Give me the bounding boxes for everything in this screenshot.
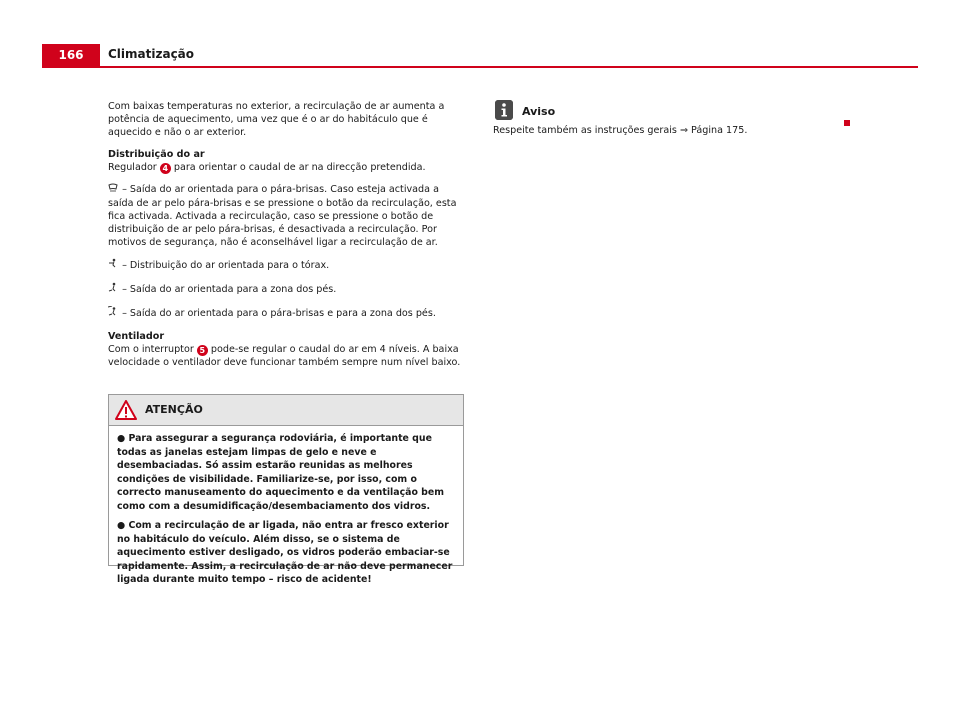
- thorax-paragraph: [108, 258, 464, 273]
- note-header: [493, 100, 843, 122]
- feet-airflow-icon: [108, 282, 119, 297]
- fan-heading: Ventilador: [108, 331, 165, 342]
- left-column: [108, 100, 464, 378]
- warning-item-text: Com a recirculação de ar ligada, não entra ar fresco exterior no habitáculo do veículo. Além disso, se o sistema de aquecimento estiver desligado, os vidros poderão embaciar-se rapidamente. Assim, a recirculação de ar não deve permanecer ligada durante muito tempo – risco de acidente!: [117, 520, 453, 585]
- regulator-paragraph: [108, 161, 464, 174]
- windscreen-text: – Saída do ar orientada para o pára-brisas. Caso esteja activada a saída de ar pelo pára-brisas e se pressione o botão da recirculação, esta fica activada. Activada a recirculação, caso se pressione o botão de distribuição de ar pelo pára-brisas, é desactivada a recirculação. Por motivos de segurança, não é aconselhável ligar a recirculação de ar.: [108, 184, 457, 248]
- windscreen-feet-paragraph: [108, 306, 464, 321]
- warning-header: [109, 395, 463, 426]
- distribution-heading: Distribuição do ar: [108, 149, 205, 160]
- feet-text: – Saída do ar orientada para a zona dos pés.: [122, 284, 337, 295]
- warning-body: [109, 426, 463, 587]
- header-rule: [42, 66, 918, 68]
- windscreen-feet-airflow-icon: [108, 306, 119, 321]
- regulator-suffix: para orientar o caudal de ar na direcção pretendida.: [173, 162, 426, 173]
- info-icon: [495, 100, 513, 120]
- regulator-prefix: Regulador: [108, 162, 157, 173]
- page-number: 166: [42, 44, 100, 66]
- right-column: [493, 100, 843, 146]
- windscreen-icon: [108, 183, 119, 197]
- page-header: [42, 44, 918, 68]
- intro-paragraph: Com baixas temperaturas no exterior, a recirculação de ar aumenta a potência de aquecimento, uma vez que é o ar do habitáculo que é aquecido e não o ar exterior.: [108, 101, 445, 138]
- thorax-text: – Distribuição do ar orientada para o tórax.: [122, 260, 330, 271]
- callout-5: 5: [197, 345, 208, 356]
- warning-triangle-icon: [115, 400, 137, 420]
- section-end-marker: [844, 120, 850, 126]
- warning-item: ● Para assegurar a segurança rodoviária, é importante que todas as janelas estejam limpas de gelo e neve e desembaciadas. Só assim estarão reunidas as melhores condições de visibilidade. Familiarize-se, por isso, com o correcto manuseamento do aquecimento e da ventilação bem como com a desumidificação/desembaciamento dos vidros.: [117, 433, 445, 512]
- fan-paragraph: [108, 343, 464, 369]
- callout-4: 4: [160, 163, 171, 174]
- warning-item: ● Com a recirculação de ar ligada, não entra ar fresco exterior no habitáculo do veículo. Além disso, se o sistema de aquecimento estiver desligado, os vidros poderão embaciar-se rapidamente. Assim, a recirculação de ar não deve permanecer ligada durante muito tempo – risco de acidente!: [117, 520, 453, 585]
- thorax-airflow-icon: [108, 258, 119, 273]
- note-text: Respeite também as instruções gerais ⇒ Página 175.: [493, 125, 748, 136]
- feet-paragraph: [108, 282, 464, 297]
- windscreen-paragraph: [108, 183, 464, 249]
- warning-item-text: Para assegurar a segurança rodoviária, é importante que todas as janelas estejam limpas de gelo e neve e desembaciadas. Só assim estarão reunidas as melhores condições de visibilidade. Familiarize-se, por isso, com o correcto manuseamento do aquecimento e da ventilação bem como com a desumidificação/desembaciamento dos vidros.: [117, 433, 445, 512]
- fan-prefix: Com o interruptor: [108, 344, 194, 355]
- warning-title: ATENÇÃO: [145, 403, 203, 416]
- chapter-title: Climatização: [108, 47, 195, 61]
- warning-box: [108, 394, 464, 585]
- note-title: Aviso: [522, 105, 556, 118]
- windscreen-feet-text: – Saída do ar orientada para o pára-brisas e para a zona dos pés.: [122, 308, 436, 319]
- fan-suffix: pode-se regular o caudal do ar em 4 níveis. A baixa velocidade o ventilador deve funcionar também sempre num nível baixo.: [108, 344, 461, 368]
